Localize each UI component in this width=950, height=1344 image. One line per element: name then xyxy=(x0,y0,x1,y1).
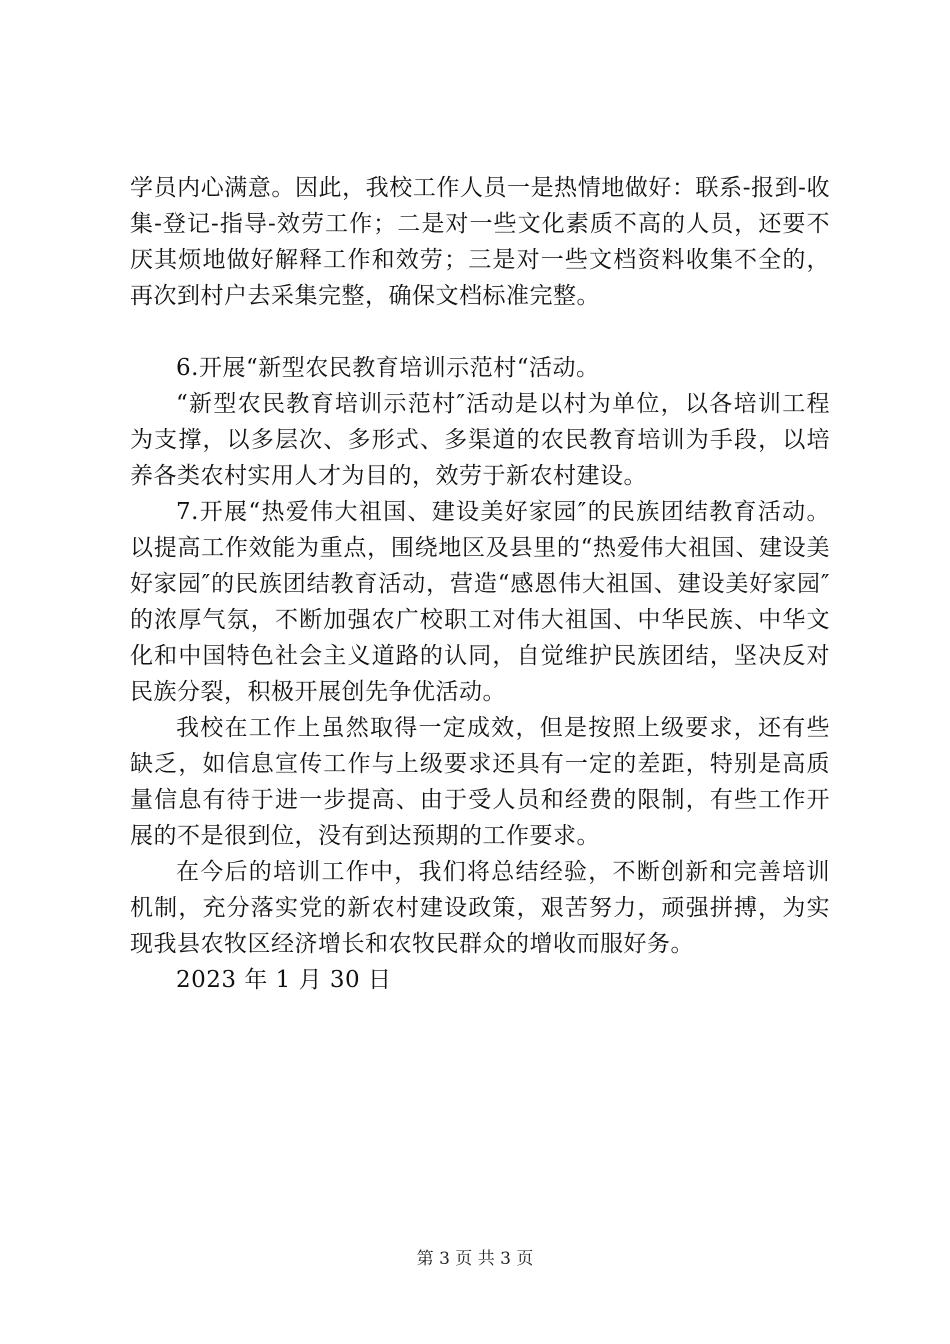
paragraph-item-6-body: “新型农民教育培训示范村″活动是以村为单位，以各培训工程为支撑，以多层次、多形式、多渠道的农民教育培训为手段，以培养各类农村实用人才为目的，效劳于新农村建设。 xyxy=(130,391,830,489)
paragraph-item-7: 7.开展“热爱伟大祖国、建设美好家园″的民族团结教育活动。以提高工作效能为重点，围绕地区及县里的“热爱伟大祖国、建设美好家园″的民族团结教育活动，营造“感恩伟大祖国、建设美好家园″的浓厚气氛，不断加强农广校职工对伟大祖国、中华民族、中华文化和中国特色社会主义道路的认同，自觉维护民族团结，坚决反对民族分裂，积极开展创先争优活动。 xyxy=(130,499,830,705)
page-footer: 第 3 页 共 3 页 xyxy=(416,1249,534,1269)
paragraph-item-6-heading: 6.开展“新型农民教育培训示范村“活动。 xyxy=(176,355,600,381)
document-date: 2023 年 1 月 30 日 xyxy=(176,967,392,993)
paragraph-shortcomings: 我校在工作上虽然取得一定成效，但是按照上级要求，还有些缺乏，如信息宣传工作与上级要求还具有一定的差距，特别是高质量信息有待于进一步提高、由于受人员和经费的限制，有些工作开展的不是很到位，没有到达预期的工作要求。 xyxy=(130,715,830,849)
paragraph-continuation: 学员内心满意。因此，我校工作人员一是热情地做好：联系-报到-收集-登记-指导-效劳工作；二是对一些文化素质不高的人员，还要不厌其烦地做好解释工作和效劳；三是对一些文档资料收集不全的，再次到村户去采集完整，确保文档标准完整。 xyxy=(130,175,830,309)
document-body xyxy=(130,170,830,998)
paragraph-future-work: 在今后的培训工作中，我们将总结经验，不断创新和完善培训机制，充分落实党的新农村建设政策，艰苦努力，顽强拼搏，为实现我县农牧区经济增长和农牧民群众的增收而服好务。 xyxy=(130,859,830,957)
